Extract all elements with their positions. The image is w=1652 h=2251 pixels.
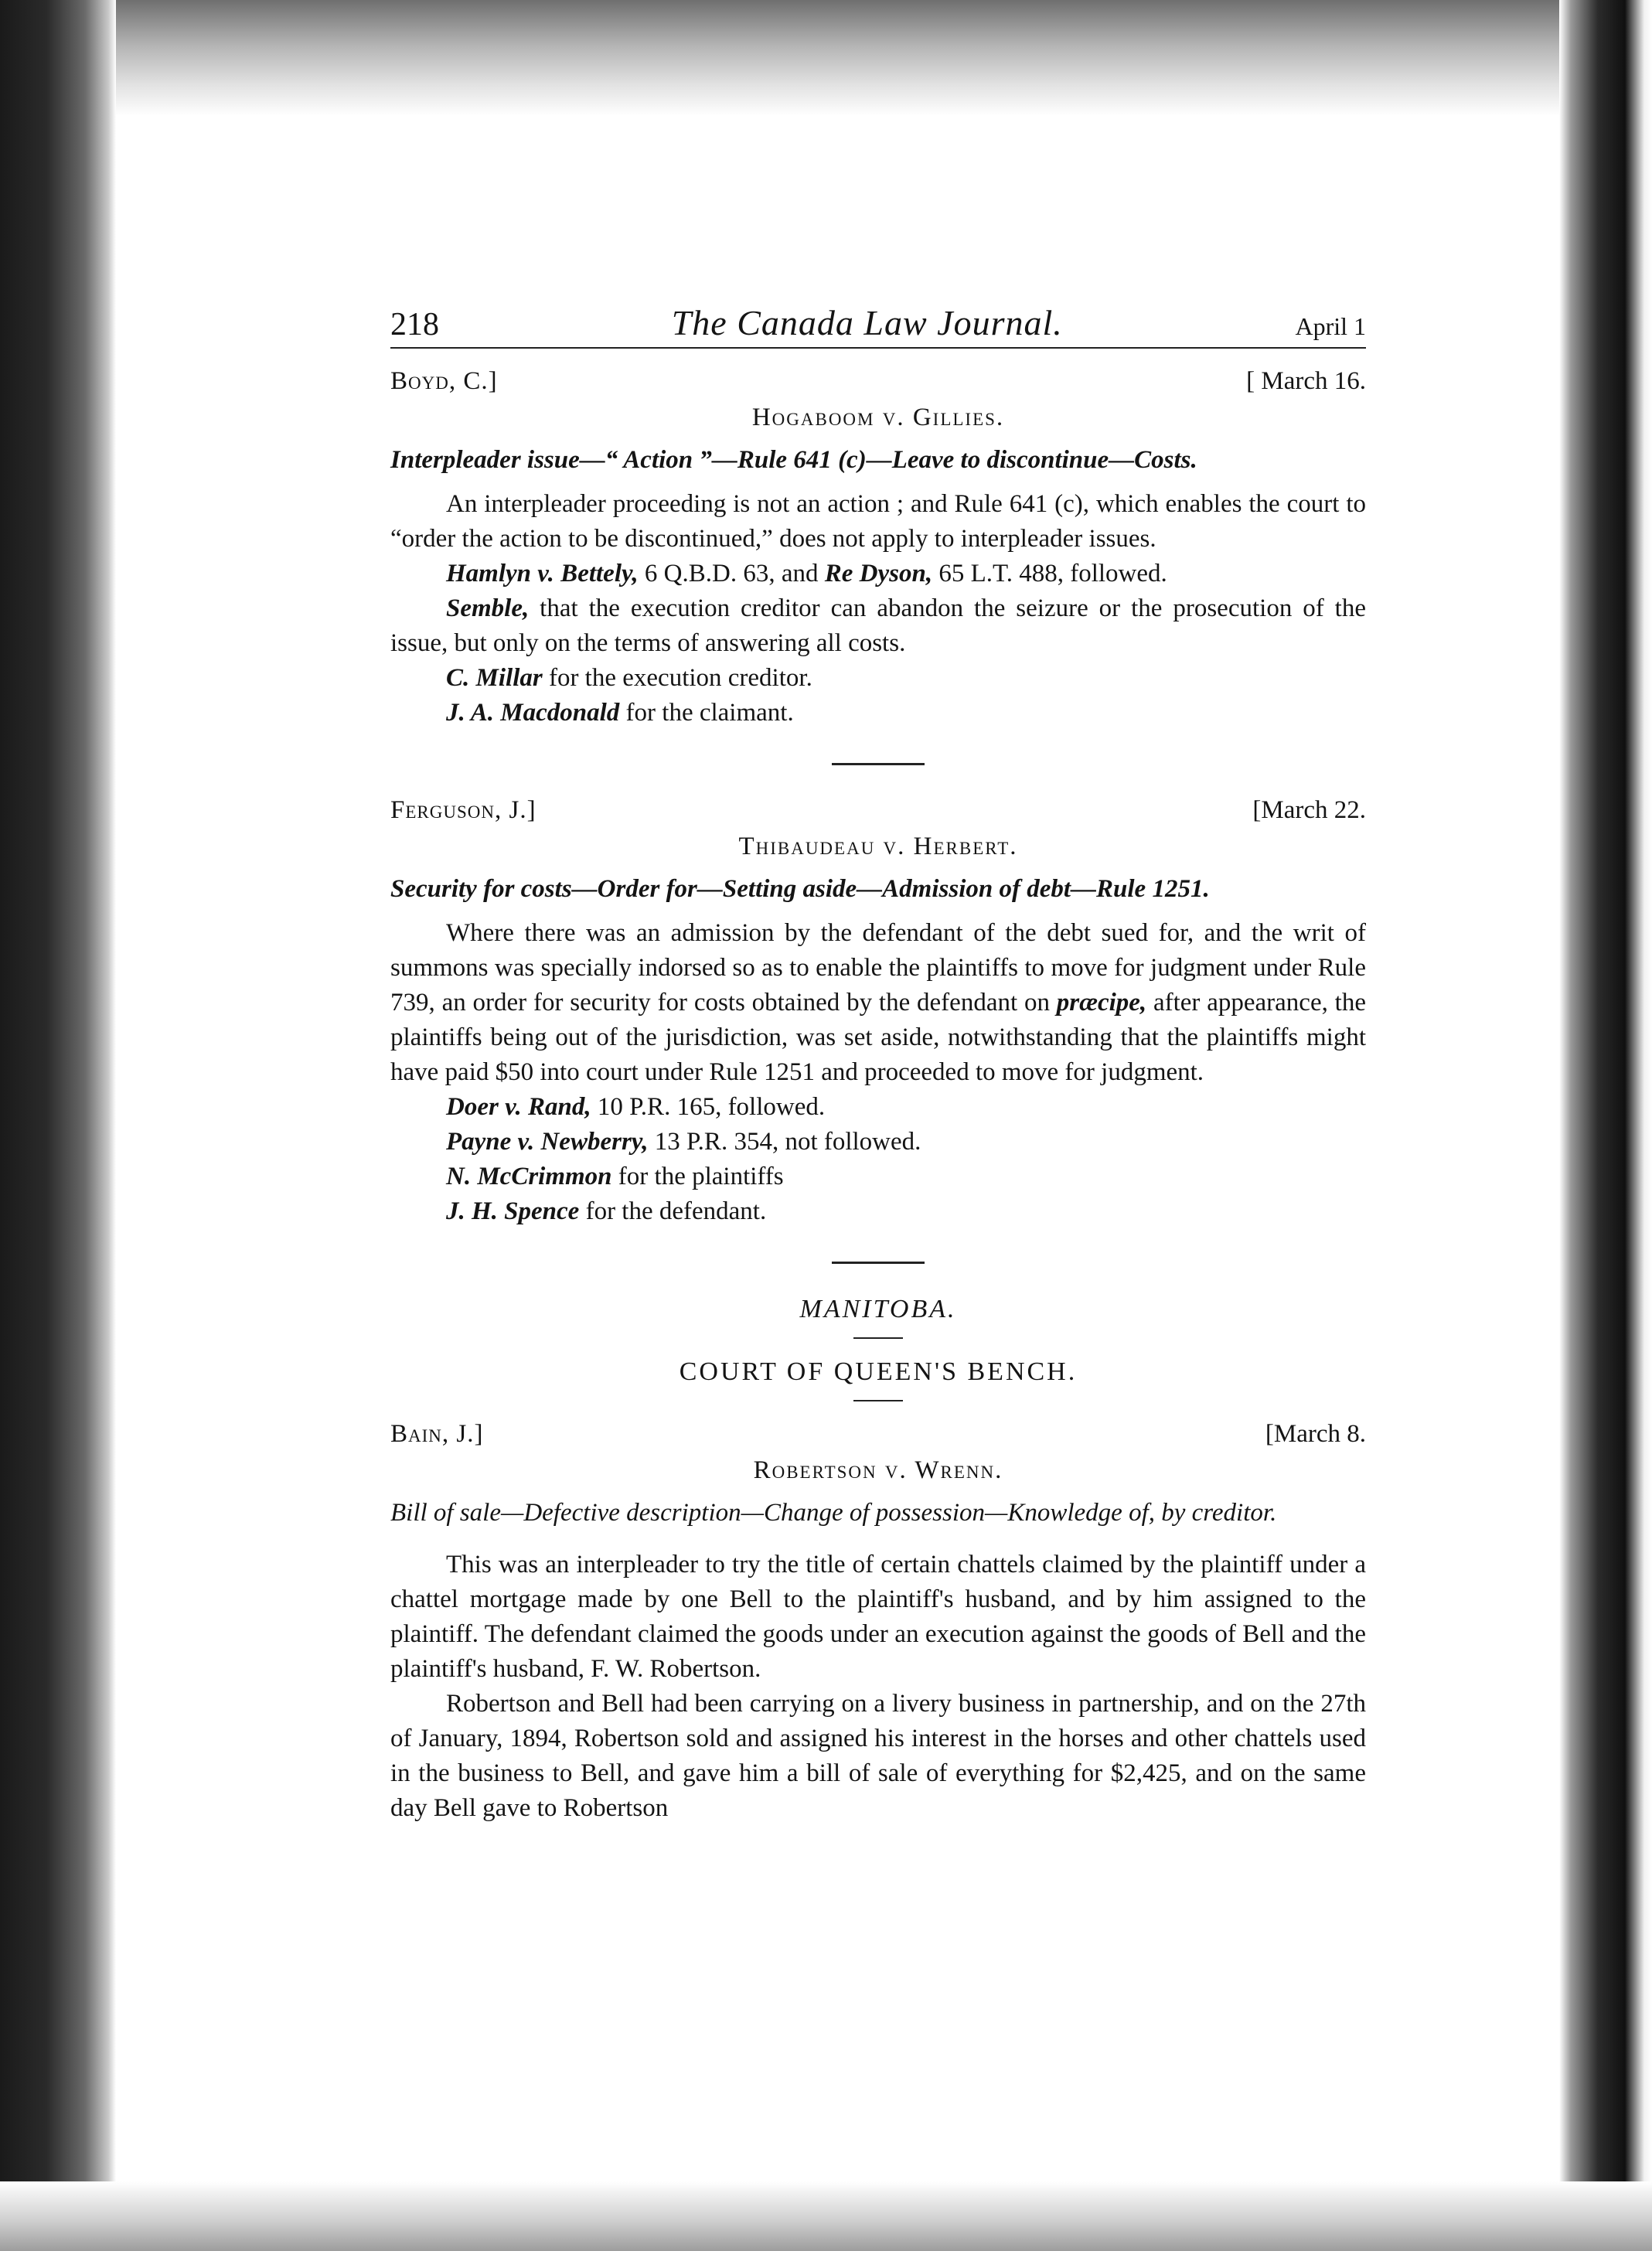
- praecipe-term: præcipe,: [1056, 989, 1147, 1017]
- case-title: Hogaboom v. Gillies.: [751, 404, 1005, 431]
- citation-detail: 13 P.R. 354, not followed.: [648, 1128, 921, 1156]
- counsel-name: N. McCrimmon: [446, 1163, 612, 1190]
- citation-detail: 6 Q.B.D. 63, and: [638, 560, 825, 587]
- scan-right-edge: [1559, 0, 1652, 2251]
- case-title: Robertson v. Wrenn.: [753, 1456, 1003, 1484]
- counsel-role: for the claimant.: [619, 699, 794, 727]
- counsel-name: C. Millar: [446, 664, 543, 692]
- case-robertson: [390, 1417, 1366, 1826]
- journal-page: [390, 305, 1366, 1826]
- cited-case: Re Dyson,: [824, 560, 933, 587]
- case-title: Thibaudeau v. Herbert.: [738, 833, 1018, 860]
- cited-case: Hamlyn v. Bettely,: [446, 560, 639, 587]
- paragraph-text: after appearance, the plaintiffs being out of the jurisdiction, was set aside, notwithstanding that the plaintiffs might have paid $50 into court under Rule 1251 and proceeded to move for judgment.: [390, 989, 1366, 1086]
- running-head: [390, 305, 1366, 349]
- case-paragraph: This was an interpleader to try the title of certain chattels claimed by the plaintiff under a chattel mortgage made by one Bell to the plaintiff's husband, and by him assigned to the plaintiff. The defendant claimed the goods under an execution against the goods of Bell and the plaintiff's husband, F. W. Robertson.: [390, 1551, 1366, 1683]
- counsel-role: for the plaintiffs: [611, 1163, 784, 1190]
- judge-name: Ferguson, J.]: [390, 796, 536, 824]
- semble-word: Semble,: [446, 594, 530, 622]
- counsel-role: for the defendant.: [579, 1197, 767, 1225]
- court-heading: COURT OF QUEEN'S BENCH.: [679, 1357, 1078, 1386]
- section-divider: [832, 763, 925, 765]
- case-paragraph: An interpleader proceeding is not an action ; and Rule 641 (c), which enables the court to “order the action to be discontinued,” does not apply to interpleader issues.: [390, 490, 1366, 553]
- decision-date: [March 8.: [1265, 1420, 1366, 1448]
- section-divider: [853, 1337, 903, 1339]
- judge-name: Boyd, C.]: [390, 367, 498, 395]
- case-paragraph: [390, 916, 1366, 1090]
- semble-text: that the execution creditor can abandon the seizure or the prosecution of the issue, but only on the terms of answering all costs.: [390, 594, 1366, 657]
- case-headnote: Bill of sale—Defective description—Change of possession—Knowledge of, by creditor.: [390, 1499, 1277, 1527]
- paragraph-text: Where there was an admission by the defendant of the debt sued for, and the writ of summons was specially indorsed so as to enable the plaintiffs to move for judgment under Rule 739, an order for security for costs obtained by the defendant on: [390, 919, 1366, 1017]
- scan-bottom-shadow: [0, 2181, 1652, 2251]
- counsel-name: J. A. Macdonald: [446, 699, 620, 727]
- counsel-name: J. H. Spence: [446, 1197, 580, 1225]
- decision-date: [March 22.: [1252, 796, 1366, 824]
- counsel-line: [390, 1160, 1366, 1194]
- case-paragraph: Robertson and Bell had been carrying on a livery business in partnership, and on the 27th of January, 1894, Robertson sold and assigned his interest in the horses and other chattels used in the business to Bell, and gave him a bill of sale of everything for $2,425, and on the same day Bell gave to Robertson: [390, 1690, 1366, 1822]
- counsel-role: for the execution creditor.: [542, 664, 812, 692]
- scan-top-shadow: [0, 0, 1652, 116]
- case-header: [390, 1417, 1366, 1452]
- counsel-line: [390, 1194, 1366, 1229]
- cited-case: Payne v. Newberry,: [446, 1128, 649, 1156]
- issue-date: April 1: [1295, 312, 1366, 340]
- case-header: [390, 793, 1366, 828]
- counsel-line: [390, 696, 1366, 730]
- section-divider: [832, 1262, 925, 1264]
- decision-date: [ March 16.: [1246, 367, 1366, 395]
- citation-line: [390, 557, 1366, 591]
- counsel-line: [390, 661, 1366, 696]
- citation-detail: 65 L.T. 488, followed.: [932, 560, 1167, 587]
- case-hogaboom: [390, 364, 1366, 730]
- scan-left-edge: [0, 0, 116, 2251]
- citation-line: [390, 1090, 1366, 1125]
- case-headnote: Security for costs—Order for—Setting aside—Admission of debt—Rule 1251.: [390, 875, 1210, 903]
- page-number: 218: [390, 307, 439, 342]
- section-divider: [853, 1400, 903, 1401]
- case-headnote: Interpleader issue—“ Action ”—Rule 641 (c)—Leave to discontinue—Costs.: [390, 446, 1197, 474]
- citation-detail: 10 P.R. 165, followed.: [591, 1093, 826, 1121]
- province-heading: MANITOBA.: [799, 1295, 957, 1323]
- semble-paragraph: [390, 591, 1366, 661]
- journal-title: The Canada Law Journal.: [671, 303, 1063, 342]
- judge-name: Bain, J.]: [390, 1420, 484, 1448]
- case-thibaudeau: [390, 793, 1366, 1229]
- case-header: [390, 364, 1366, 399]
- cited-case: Doer v. Rand,: [446, 1093, 591, 1121]
- citation-line: [390, 1125, 1366, 1160]
